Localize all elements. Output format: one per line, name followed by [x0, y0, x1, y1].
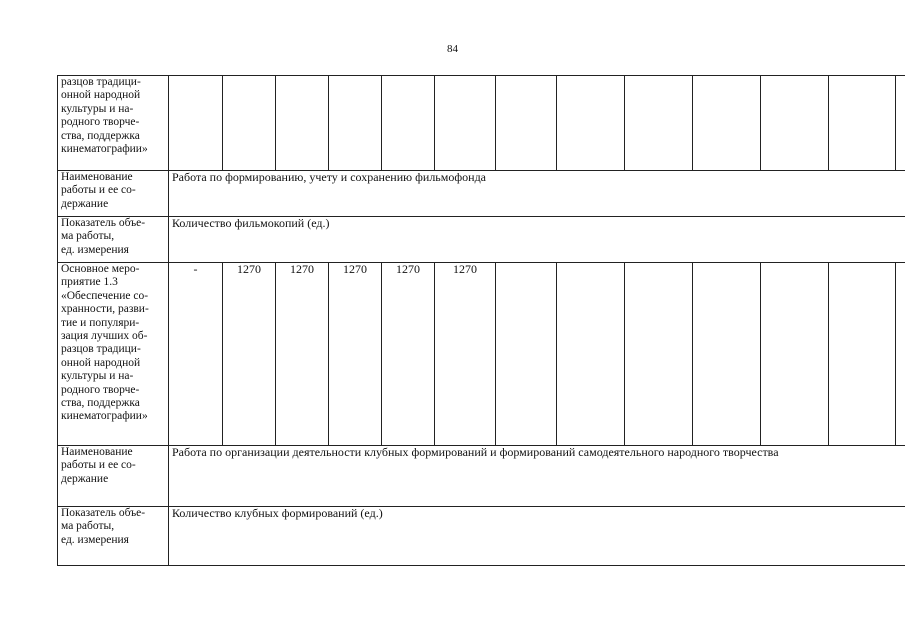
value-cell [829, 76, 896, 171]
value-cell [496, 263, 557, 446]
value-cell: 1270 [329, 263, 382, 446]
row-label: разцов традици- онной народной культуры и на- родного творче- ства, поддержка кинематографии» [58, 76, 169, 171]
value-cell [329, 76, 382, 171]
value-cell [435, 76, 496, 171]
value-cell [761, 263, 829, 446]
work-description: Работа по формированию, учету и сохранению фильмофонда [169, 171, 905, 217]
table-row-volume-indicator [58, 217, 905, 263]
value-cell [625, 263, 693, 446]
value-cell [896, 76, 905, 171]
indicator-description: Количество клубных формирований (ед.) [169, 507, 905, 566]
value-cell [761, 76, 829, 171]
work-description: Работа по организации деятельности клубных формирований и формирований самодеятельного народного творчества [169, 446, 905, 507]
indicator-description: Количество фильмокопий (ед.) [169, 217, 905, 263]
value-cell [557, 263, 625, 446]
value-cell: 1270 [435, 263, 496, 446]
value-cell: - [169, 263, 223, 446]
value-cell [276, 76, 329, 171]
row-label: Основное меро- приятие 1.3 «Обеспечение со- хранности, разви- тие и популяри- зация лучших об- разцов традици- онной народной культуры и на- родного творче- ства, поддержка кинематографии» [58, 263, 169, 446]
row-label: Показатель объе- ма работы, ед. измерения [58, 217, 169, 263]
value-cell [382, 76, 435, 171]
value-cell: 1270 [276, 263, 329, 446]
value-cell [625, 76, 693, 171]
value-cell: 1270 [382, 263, 435, 446]
plan-table [57, 75, 905, 566]
value-cell: 1270 [223, 263, 276, 446]
page-number: 84 [447, 43, 458, 55]
value-cell [829, 263, 896, 446]
value-cell [693, 263, 761, 446]
row-label: Наименование работы и ее со- держание [58, 171, 169, 217]
table-row-work-name [58, 171, 905, 217]
value-cell [693, 76, 761, 171]
value-cell [169, 76, 223, 171]
table-row-volume-indicator [58, 507, 905, 566]
value-cell [896, 263, 905, 446]
table-row-main-activity [58, 263, 905, 446]
value-cell [223, 76, 276, 171]
value-cell [557, 76, 625, 171]
table-row-work-name [58, 446, 905, 507]
table-row-activity-continued [58, 76, 905, 171]
value-cell [496, 76, 557, 171]
row-label: Наименование работы и ее со- держание [58, 446, 169, 507]
row-label: Показатель объе- ма работы, ед. измерения [58, 507, 169, 566]
